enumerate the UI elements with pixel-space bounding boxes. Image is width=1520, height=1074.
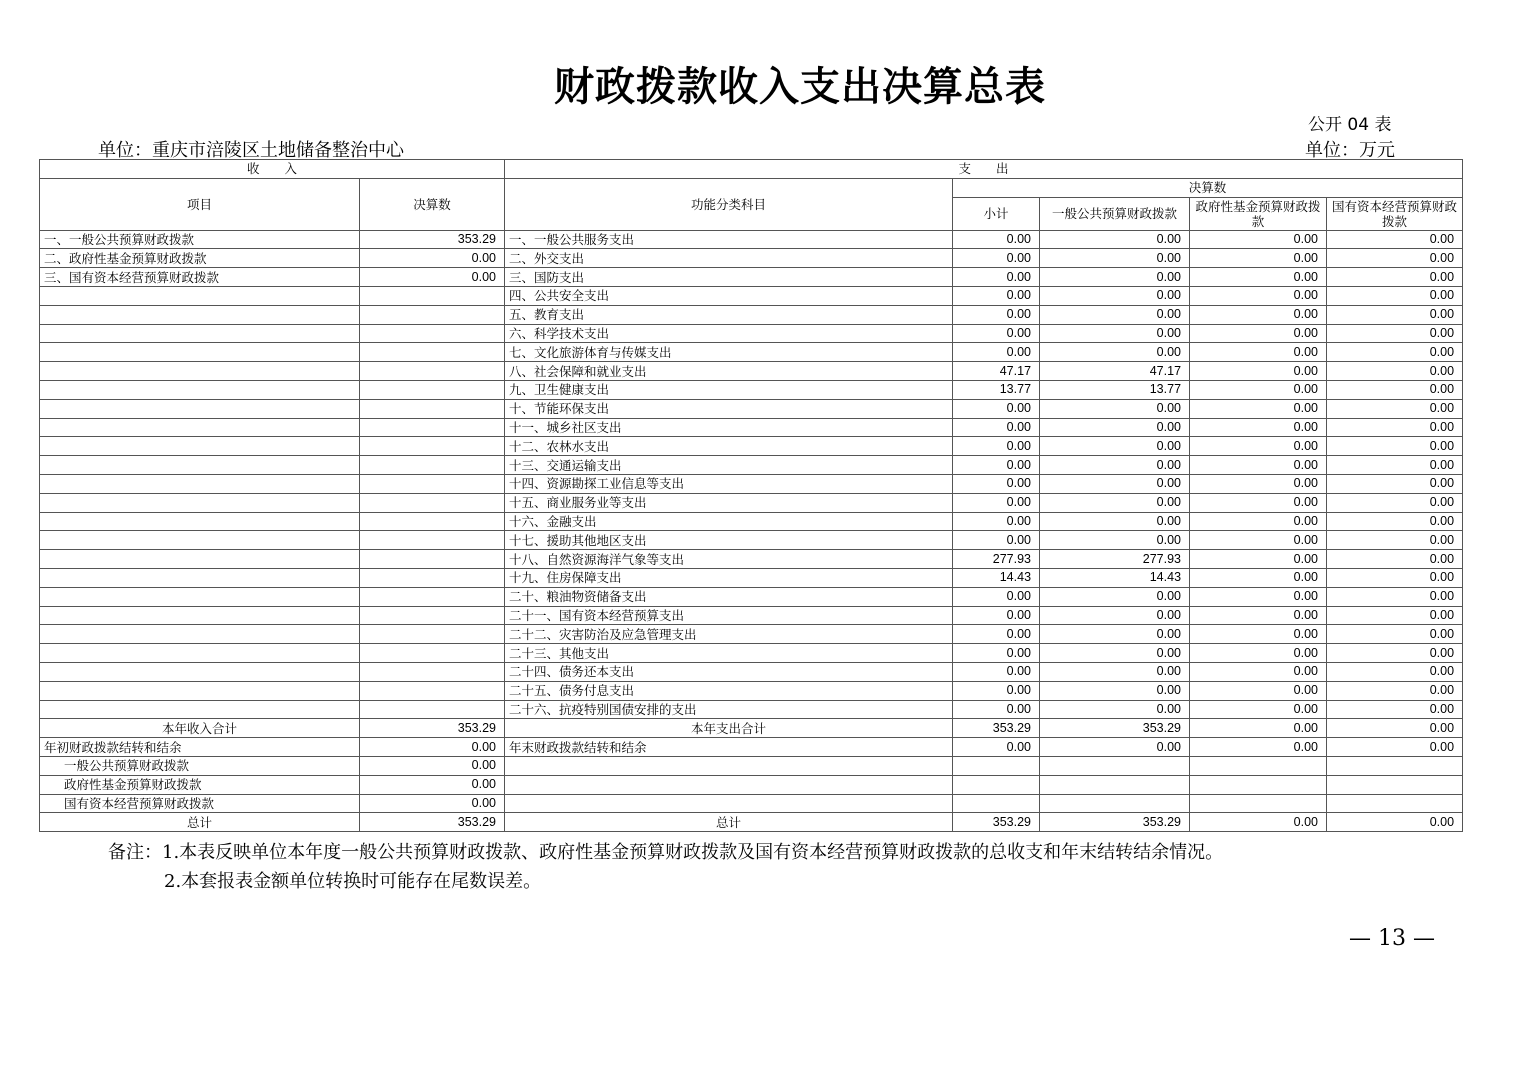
income-item: 本年收入合计 <box>40 719 360 738</box>
expense-item: 本年支出合计 <box>505 719 953 738</box>
carry-over-row <box>40 738 1463 757</box>
income-amount: 0.00 <box>360 756 505 775</box>
table-row <box>40 474 1463 493</box>
expense-value: 0.00 <box>1327 662 1463 681</box>
expense-item: 五、教育支出 <box>505 305 953 324</box>
expense-value: 0.00 <box>1190 230 1327 249</box>
expense-item: 十九、住房保障支出 <box>505 568 953 587</box>
expense-item: 十三、交通运输支出 <box>505 456 953 475</box>
income-item: 国有资本经营预算财政拨款 <box>40 794 360 813</box>
table-row <box>40 493 1463 512</box>
income-amount <box>360 362 505 381</box>
expense-item: 七、文化旅游体育与传媒支出 <box>505 343 953 362</box>
expense-item: 六、科学技术支出 <box>505 324 953 343</box>
expense-value: 277.93 <box>1040 550 1190 569</box>
income-amount <box>360 380 505 399</box>
expense-value: 277.93 <box>953 550 1040 569</box>
expense-value: 0.00 <box>1327 305 1463 324</box>
income-item: 一、一般公共预算财政拨款 <box>40 230 360 249</box>
expense-value: 0.00 <box>953 587 1040 606</box>
income-amount: 353.29 <box>360 230 505 249</box>
expense-value: 0.00 <box>1190 380 1327 399</box>
expense-header: 支 出 <box>505 160 1463 179</box>
expense-value: 0.00 <box>1190 531 1327 550</box>
income-item <box>40 305 360 324</box>
table-row <box>40 681 1463 700</box>
expense-value: 0.00 <box>1327 380 1463 399</box>
income-item <box>40 568 360 587</box>
expense-item: 四、公共安全支出 <box>505 286 953 305</box>
income-amount <box>360 418 505 437</box>
expense-value: 0.00 <box>953 493 1040 512</box>
expense-value: 353.29 <box>1040 719 1190 738</box>
item-header: 项目 <box>40 178 360 230</box>
expense-value: 353.29 <box>1040 813 1190 832</box>
expense-value: 0.00 <box>1190 249 1327 268</box>
expense-value: 0.00 <box>1327 399 1463 418</box>
expense-value: 0.00 <box>1190 568 1327 587</box>
expense-value: 0.00 <box>1190 681 1327 700</box>
expense-item: 总计 <box>505 813 953 832</box>
income-amount: 353.29 <box>360 719 505 738</box>
expense-value: 0.00 <box>953 418 1040 437</box>
table-row <box>40 268 1463 287</box>
table-row <box>40 230 1463 249</box>
income-amount <box>360 512 505 531</box>
expense-item <box>505 756 953 775</box>
table-row <box>40 662 1463 681</box>
income-amount <box>360 493 505 512</box>
income-item <box>40 587 360 606</box>
expense-value: 0.00 <box>1190 437 1327 456</box>
table-row <box>40 324 1463 343</box>
expense-value: 0.00 <box>1040 738 1190 757</box>
expense-item: 二、外交支出 <box>505 249 953 268</box>
income-item <box>40 456 360 475</box>
expense-value <box>1327 756 1463 775</box>
expense-value <box>1040 794 1190 813</box>
expense-value: 0.00 <box>1327 738 1463 757</box>
expense-value: 13.77 <box>953 380 1040 399</box>
expense-value: 0.00 <box>1327 268 1463 287</box>
table-row <box>40 700 1463 719</box>
expense-value: 0.00 <box>1040 700 1190 719</box>
table-row <box>40 606 1463 625</box>
expense-value: 0.00 <box>1190 512 1327 531</box>
expense-item: 二十六、抗疫特别国债安排的支出 <box>505 700 953 719</box>
form-number: 公开 04 表 <box>1308 115 1392 135</box>
expense-value: 0.00 <box>1040 644 1190 663</box>
expense-value: 0.00 <box>1327 700 1463 719</box>
income-item <box>40 399 360 418</box>
expense-value: 0.00 <box>1190 625 1327 644</box>
expense-item: 二十二、灾害防治及应急管理支出 <box>505 625 953 644</box>
expense-item: 二十、粮油物资储备支出 <box>505 587 953 606</box>
expense-item: 二十三、其他支出 <box>505 644 953 663</box>
expense-value: 0.00 <box>1040 512 1190 531</box>
income-item: 政府性基金预算财政拨款 <box>40 775 360 794</box>
income-item <box>40 681 360 700</box>
income-amount <box>360 305 505 324</box>
expense-value: 0.00 <box>1040 662 1190 681</box>
table-row <box>40 550 1463 569</box>
income-item <box>40 418 360 437</box>
year-total-row <box>40 719 1463 738</box>
income-item <box>40 662 360 681</box>
expense-value: 0.00 <box>1190 587 1327 606</box>
page-number: — 13 — <box>1349 926 1435 951</box>
income-amount: 0.00 <box>360 249 505 268</box>
unit-organization: 单位：重庆市涪陵区土地储备整治中心 <box>98 140 404 161</box>
expense-value <box>1190 756 1327 775</box>
expense-value: 0.00 <box>953 399 1040 418</box>
expense-item: 一、一般公共服务支出 <box>505 230 953 249</box>
expense-value: 0.00 <box>1040 625 1190 644</box>
expense-value: 14.43 <box>1040 568 1190 587</box>
expense-value: 13.77 <box>1040 380 1190 399</box>
income-amount: 0.00 <box>360 775 505 794</box>
expense-item: 二十四、债务还本支出 <box>505 662 953 681</box>
table-row <box>40 343 1463 362</box>
expense-value: 0.00 <box>1327 343 1463 362</box>
expense-value: 0.00 <box>1040 437 1190 456</box>
expense-value: 0.00 <box>1327 456 1463 475</box>
expense-value: 0.00 <box>953 268 1040 287</box>
expense-value: 0.00 <box>1327 286 1463 305</box>
final-accounts-table <box>39 159 1463 832</box>
expense-value: 0.00 <box>1327 550 1463 569</box>
expense-value: 0.00 <box>1327 324 1463 343</box>
expense-value: 0.00 <box>1040 268 1190 287</box>
expense-item: 二十五、债务付息支出 <box>505 681 953 700</box>
expense-value: 0.00 <box>953 456 1040 475</box>
income-item <box>40 474 360 493</box>
table-row <box>40 568 1463 587</box>
carry-sub-row <box>40 756 1463 775</box>
expense-value: 0.00 <box>1190 719 1327 738</box>
expense-value: 0.00 <box>1327 606 1463 625</box>
income-item: 年初财政拨款结转和结余 <box>40 738 360 757</box>
income-amount <box>360 324 505 343</box>
income-item <box>40 550 360 569</box>
income-amount <box>360 606 505 625</box>
table-row <box>40 362 1463 381</box>
income-amount <box>360 286 505 305</box>
expense-value: 0.00 <box>1327 362 1463 381</box>
expense-item: 二十一、国有资本经营预算支出 <box>505 606 953 625</box>
income-item <box>40 531 360 550</box>
expense-value: 353.29 <box>953 813 1040 832</box>
income-item <box>40 625 360 644</box>
expense-value: 47.17 <box>953 362 1040 381</box>
expense-value <box>953 775 1040 794</box>
expense-value: 0.00 <box>1327 474 1463 493</box>
expense-value: 0.00 <box>953 662 1040 681</box>
expense-value: 0.00 <box>953 512 1040 531</box>
expense-value: 0.00 <box>1327 681 1463 700</box>
expense-value: 0.00 <box>1190 738 1327 757</box>
income-item: 三、国有资本经营预算财政拨款 <box>40 268 360 287</box>
expense-value: 0.00 <box>953 474 1040 493</box>
table-row <box>40 456 1463 475</box>
expense-value: 0.00 <box>1040 531 1190 550</box>
expense-value: 0.00 <box>1040 343 1190 362</box>
income-amount <box>360 474 505 493</box>
income-item <box>40 437 360 456</box>
table-row <box>40 587 1463 606</box>
income-amount <box>360 568 505 587</box>
expense-value: 0.00 <box>1040 681 1190 700</box>
income-amount <box>360 343 505 362</box>
expense-value: 0.00 <box>1327 531 1463 550</box>
expense-value: 0.00 <box>953 230 1040 249</box>
table-row <box>40 380 1463 399</box>
table-row <box>40 399 1463 418</box>
income-item <box>40 324 360 343</box>
income-amount <box>360 644 505 663</box>
expense-value: 0.00 <box>1190 606 1327 625</box>
income-amount: 0.00 <box>360 738 505 757</box>
header-row-1 <box>40 160 1463 179</box>
table-row <box>40 644 1463 663</box>
expense-value: 0.00 <box>1040 399 1190 418</box>
expense-value: 0.00 <box>953 437 1040 456</box>
income-item <box>40 644 360 663</box>
expense-value: 0.00 <box>953 249 1040 268</box>
table-row <box>40 625 1463 644</box>
expense-value: 0.00 <box>1327 230 1463 249</box>
expense-value: 353.29 <box>953 719 1040 738</box>
expense-value: 0.00 <box>1327 249 1463 268</box>
table-row <box>40 437 1463 456</box>
expense-item <box>505 775 953 794</box>
income-amount: 353.29 <box>360 813 505 832</box>
income-header: 收 入 <box>40 160 505 179</box>
expense-value: 0.00 <box>1040 456 1190 475</box>
expense-value: 0.00 <box>1327 418 1463 437</box>
carry-sub-row <box>40 794 1463 813</box>
expense-item: 十六、金融支出 <box>505 512 953 531</box>
expense-value: 0.00 <box>953 681 1040 700</box>
table-row <box>40 305 1463 324</box>
page-title: 财政拨款收入支出决算总表 <box>554 63 1046 110</box>
expense-value: 0.00 <box>1327 512 1463 531</box>
expense-value: 0.00 <box>1327 493 1463 512</box>
income-item: 总计 <box>40 813 360 832</box>
expense-value: 0.00 <box>1190 662 1327 681</box>
grand-total-row <box>40 813 1463 832</box>
expense-item <box>505 794 953 813</box>
expense-value: 0.00 <box>1327 587 1463 606</box>
expense-value <box>1040 756 1190 775</box>
expense-item: 十八、自然资源海洋气象等支出 <box>505 550 953 569</box>
income-item <box>40 606 360 625</box>
expense-value: 0.00 <box>953 738 1040 757</box>
expense-value <box>953 794 1040 813</box>
expense-value: 0.00 <box>953 286 1040 305</box>
expense-value: 0.00 <box>1040 286 1190 305</box>
expense-value: 0.00 <box>1190 474 1327 493</box>
table-row <box>40 286 1463 305</box>
expense-value <box>1040 775 1190 794</box>
expense-value: 0.00 <box>1190 305 1327 324</box>
expense-value: 0.00 <box>1040 418 1190 437</box>
income-amount: 0.00 <box>360 268 505 287</box>
expense-item: 年末财政拨款结转和结余 <box>505 738 953 757</box>
expense-item: 十四、资源勘探工业信息等支出 <box>505 474 953 493</box>
income-amount <box>360 531 505 550</box>
expense-value: 0.00 <box>1190 324 1327 343</box>
carry-sub-row <box>40 775 1463 794</box>
income-item <box>40 380 360 399</box>
income-amount <box>360 550 505 569</box>
expense-value: 0.00 <box>1327 719 1463 738</box>
amount-header: 决算数 <box>360 178 505 230</box>
expense-value: 0.00 <box>1190 399 1327 418</box>
expense-value: 14.43 <box>953 568 1040 587</box>
expense-value: 0.00 <box>1327 437 1463 456</box>
unit-currency: 单位：万元 <box>1305 140 1395 161</box>
expense-value <box>953 756 1040 775</box>
expense-value: 0.00 <box>1190 550 1327 569</box>
expense-item: 十二、农林水支出 <box>505 437 953 456</box>
expense-value: 0.00 <box>1327 813 1463 832</box>
income-amount <box>360 700 505 719</box>
expense-value: 0.00 <box>1040 474 1190 493</box>
table-row <box>40 418 1463 437</box>
expense-value: 0.00 <box>1190 418 1327 437</box>
expense-value: 0.00 <box>1040 606 1190 625</box>
fund-budget-header: 政府性基金预算财政拨款 <box>1190 197 1327 230</box>
expense-value <box>1190 794 1327 813</box>
expense-value: 0.00 <box>953 700 1040 719</box>
note-1: 备注：1.本表反映单位本年度一般公共预算财政拨款、政府性基金预算财政拨款及国有资本经营预算财政拨款的总收支和年末结转结余情况。 <box>108 842 1224 863</box>
expense-value: 0.00 <box>953 625 1040 644</box>
expense-value: 0.00 <box>1190 343 1327 362</box>
expense-value: 0.00 <box>1190 456 1327 475</box>
expense-value: 0.00 <box>1190 362 1327 381</box>
state-capital-header: 国有资本经营预算财政拨款 <box>1327 197 1463 230</box>
expense-item: 十五、商业服务业等支出 <box>505 493 953 512</box>
expense-value: 0.00 <box>1327 568 1463 587</box>
note-2: 2.本套报表金额单位转换时可能存在尾数误差。 <box>164 871 542 892</box>
income-item <box>40 362 360 381</box>
expense-value: 0.00 <box>953 606 1040 625</box>
expense-value: 0.00 <box>953 343 1040 362</box>
general-budget-header: 一般公共预算财政拨款 <box>1040 197 1190 230</box>
income-amount <box>360 437 505 456</box>
expense-value: 0.00 <box>1190 268 1327 287</box>
expense-item: 九、卫生健康支出 <box>505 380 953 399</box>
income-amount <box>360 681 505 700</box>
expense-value: 0.00 <box>1190 644 1327 663</box>
income-item <box>40 512 360 531</box>
final-amount-header: 决算数 <box>953 178 1463 197</box>
expense-value: 0.00 <box>953 531 1040 550</box>
expense-item: 八、社会保障和就业支出 <box>505 362 953 381</box>
income-amount <box>360 399 505 418</box>
table-row <box>40 531 1463 550</box>
income-item: 一般公共预算财政拨款 <box>40 756 360 775</box>
income-item <box>40 700 360 719</box>
income-amount: 0.00 <box>360 794 505 813</box>
expense-value: 0.00 <box>1040 493 1190 512</box>
expense-value: 47.17 <box>1040 362 1190 381</box>
income-item <box>40 343 360 362</box>
income-amount <box>360 456 505 475</box>
expense-value <box>1190 775 1327 794</box>
income-item: 二、政府性基金预算财政拨款 <box>40 249 360 268</box>
table-row <box>40 249 1463 268</box>
expense-value: 0.00 <box>1190 813 1327 832</box>
expense-item: 三、国防支出 <box>505 268 953 287</box>
header-row-2 <box>40 178 1463 197</box>
expense-value: 0.00 <box>953 324 1040 343</box>
income-amount <box>360 587 505 606</box>
expense-value: 0.00 <box>1190 286 1327 305</box>
expense-value: 0.00 <box>1190 493 1327 512</box>
expense-value: 0.00 <box>953 644 1040 663</box>
income-item <box>40 493 360 512</box>
expense-value: 0.00 <box>1327 644 1463 663</box>
expense-value <box>1327 794 1463 813</box>
function-header: 功能分类科目 <box>505 178 953 230</box>
expense-value: 0.00 <box>1040 587 1190 606</box>
income-amount <box>360 625 505 644</box>
expense-value <box>1327 775 1463 794</box>
expense-value: 0.00 <box>1190 700 1327 719</box>
expense-value: 0.00 <box>953 305 1040 324</box>
income-item <box>40 286 360 305</box>
expense-value: 0.00 <box>1040 305 1190 324</box>
expense-value: 0.00 <box>1040 249 1190 268</box>
expense-value: 0.00 <box>1040 324 1190 343</box>
expense-item: 十七、援助其他地区支出 <box>505 531 953 550</box>
income-amount <box>360 662 505 681</box>
table-row <box>40 512 1463 531</box>
expense-value: 0.00 <box>1040 230 1190 249</box>
expense-item: 十、节能环保支出 <box>505 399 953 418</box>
expense-value: 0.00 <box>1327 625 1463 644</box>
subtotal-header: 小计 <box>953 197 1040 230</box>
expense-item: 十一、城乡社区支出 <box>505 418 953 437</box>
